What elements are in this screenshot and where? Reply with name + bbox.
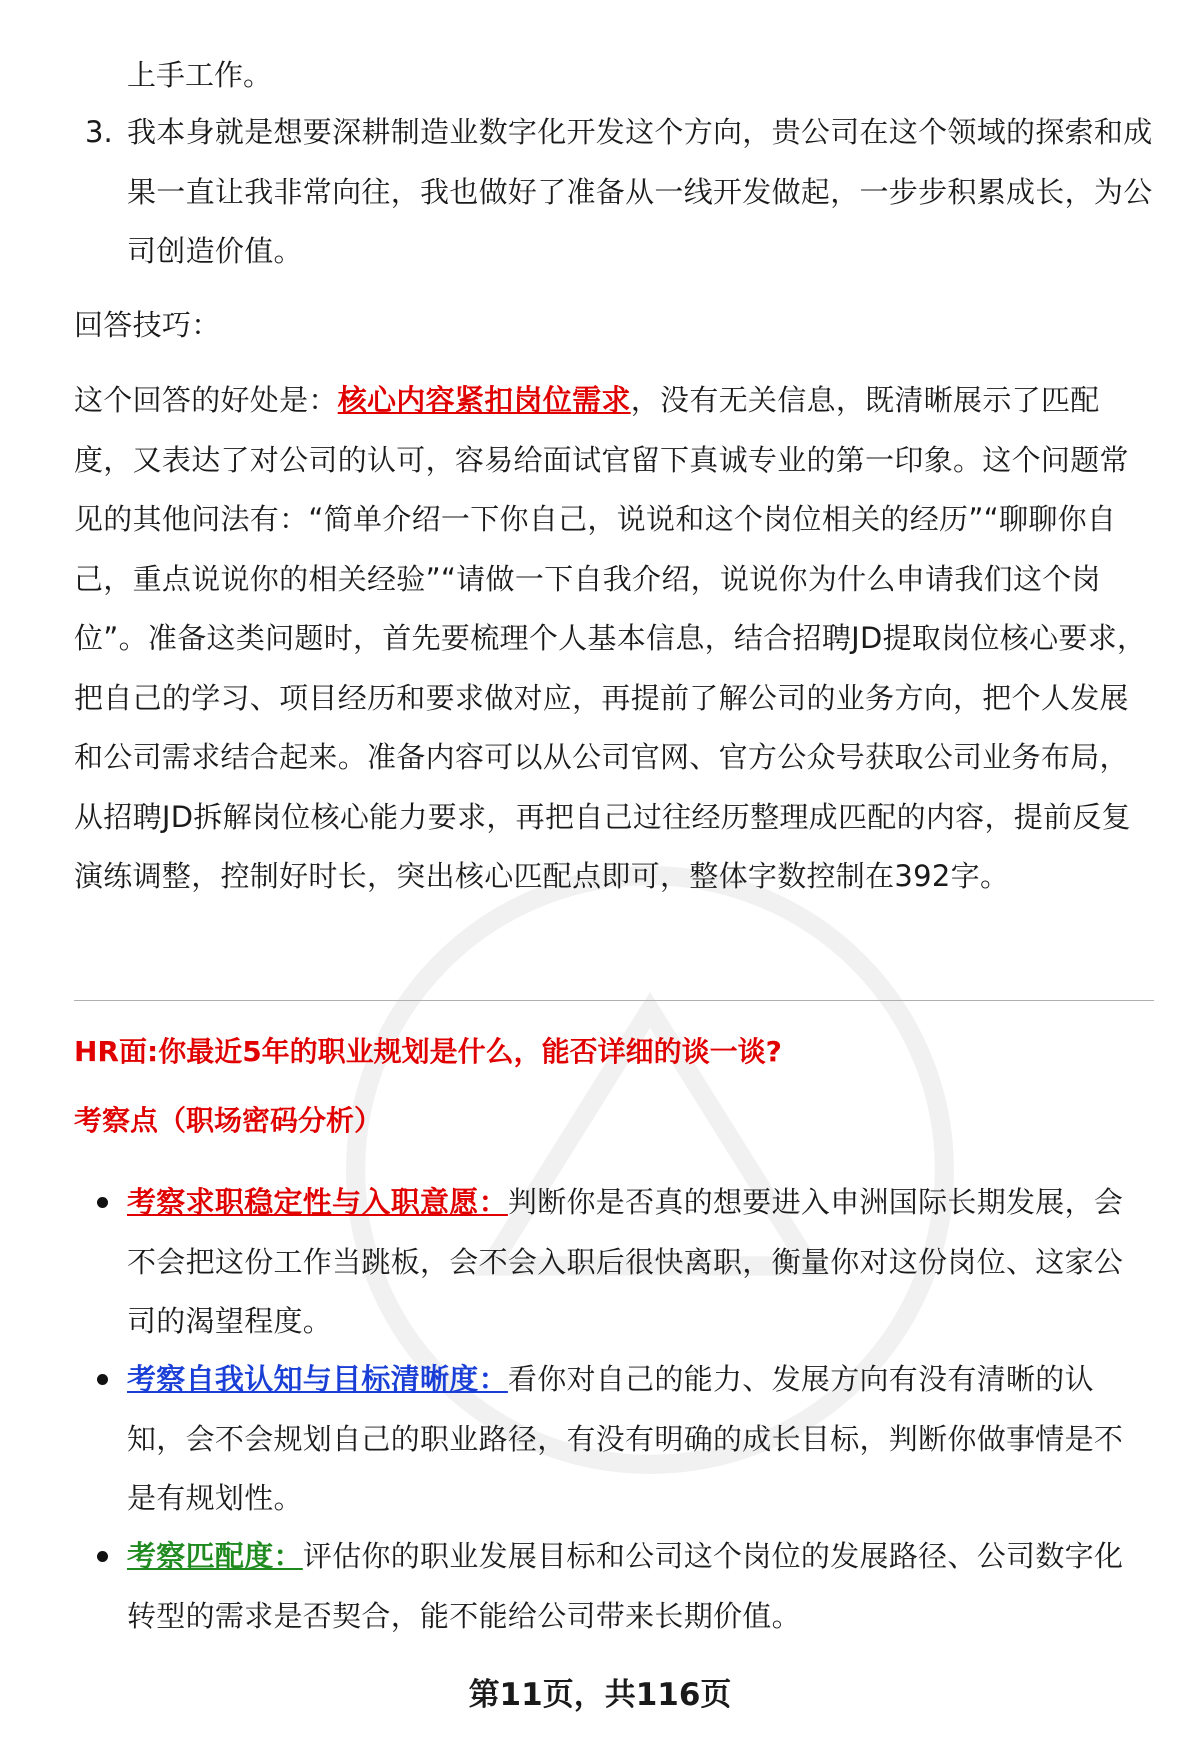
point-body-3: 评估你的职业发展目标和公司这个岗位的发展路径、公司数字化转型的需求是否契合，能不能给公司带来长期价值。 — [127, 1539, 1124, 1633]
point-body-1: 判断你是否真的想要进入申洲国际长期发展，会不会把这份工作当跳板，会不会入职后很快离职，衡量你对这份岗位、这家公司的渴望程度。 — [127, 1185, 1124, 1338]
tips-paragraph — [74, 371, 1154, 907]
bullet-icon — [97, 1551, 108, 1562]
point-text-1 — [127, 1173, 1147, 1352]
tips-body: ，没有无关信息，既清晰展示了匹配度，又表达了对公司的认可，容易给面试官留下真诚专业的第一印象。这个问题常见的其他问法有：“简单介绍一下你自己，说说和这个岗位相关的经历”“聊聊你自己，重点说说你的相关经验”“请做一下自我介绍，说说你为什么申请我们这个岗位”。准备这类问题时，首先要梳理个人基本信息，结合招聘JD提取岗位核心要求，把自己的学习、项目经历和要求做对应，再提前了解公司的业务方向，把个人发展和公司需求结合起来。准备内容可以从公司官网、官方公众号获取公司业务布局，从招聘JD拆解岗位核心能力要求，再把自己过往经历整理成匹配的内容，提前反复演练调整，控制好时长，突出核心匹配点即可，整体字数控制在392字。 — [74, 383, 1147, 893]
point-body-2: 看你对自己的能力、发展方向有没有清晰的认知，会不会规划自己的职业路径，有没有明确的成长目标，判断你做事情是不是有规划性。 — [127, 1362, 1124, 1515]
list-item-text: 我本身就是想要深耕制造业数字化开发这个方向，贵公司在这个领域的探索和成果一直让我非常向往，我也做好了准备从一线开发做起，一步步积累成长，为公司创造价值。 — [127, 115, 1153, 268]
tips-heading: 回答技巧： — [74, 308, 221, 342]
point-label-1: 考察求职稳定性与入职意愿： — [127, 1185, 508, 1219]
list-item-3 — [0, 103, 1200, 282]
bullet-icon — [97, 1197, 108, 1208]
page-number: 第11页，共116页 — [468, 1677, 732, 1713]
point-label-3: 考察匹配度： — [127, 1539, 303, 1573]
tips-highlight: 核心内容紧扣岗位需求 — [337, 383, 631, 417]
points-title: 考察点（职场密码分析） — [74, 1104, 383, 1137]
tips-intro: 这个回答的好处是： — [74, 383, 338, 417]
list-number: 3. — [85, 115, 113, 149]
section-divider — [74, 1000, 1154, 1001]
hr-question-title: HR面:你最近5年的职业规划是什么，能否详细的谈一谈? — [74, 1035, 782, 1068]
point-text-2 — [127, 1350, 1147, 1529]
point-text-3 — [127, 1527, 1147, 1646]
point-label-2: 考察自我认知与目标清晰度： — [127, 1362, 508, 1396]
bullet-icon — [97, 1374, 108, 1385]
list-continuation: 上手工作。 — [127, 58, 273, 92]
